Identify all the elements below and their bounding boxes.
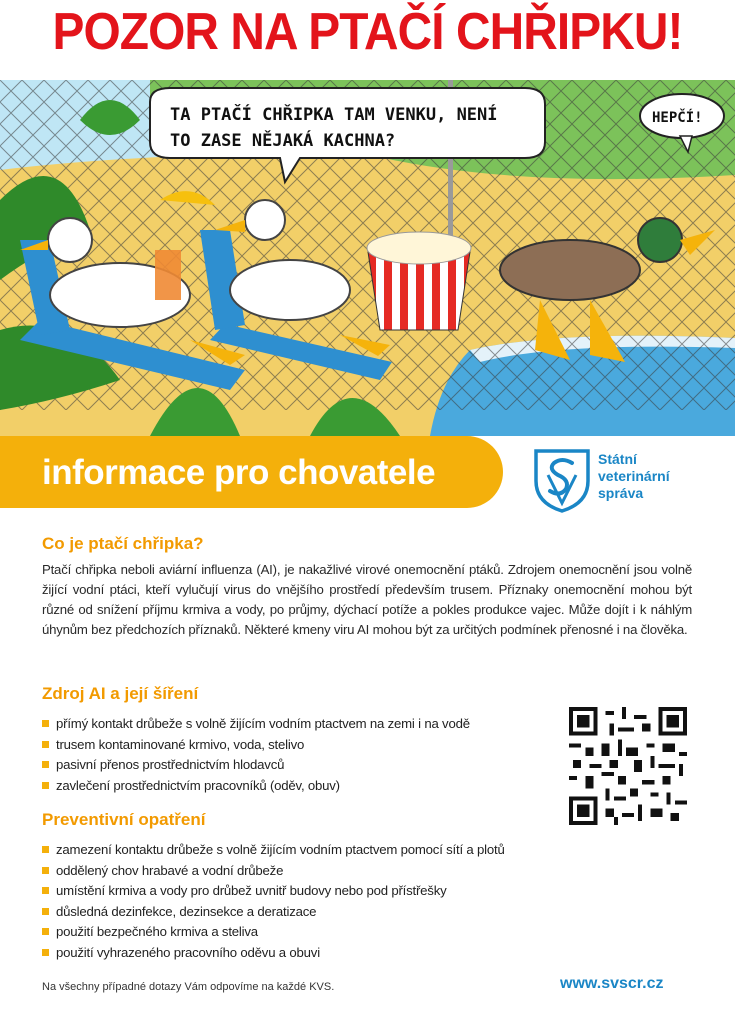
section-heading-prevention: Preventivní opatření: [42, 810, 206, 829]
list-item: přímý kontakt drůbeže s volně žijícím vodním ptactvem na zemi i na vodě: [42, 714, 470, 735]
list-item: důsledná dezinfekce, dezinsekce a deratizace: [42, 902, 505, 923]
list-item: pasivní přenos prostřednictvím hlodavců: [42, 755, 470, 776]
info-band-text: informace pro chovatele: [42, 453, 436, 492]
section-heading-what-is: Co je ptačí chřipka?: [42, 534, 204, 553]
list-item: oddělený chov hrabavé a vodní drůbeže: [42, 861, 505, 882]
speech-small: HEPČÍ!: [652, 110, 703, 126]
footer-note: Na všechny případné dotazy Vám odpovíme na každé KVS.: [42, 981, 335, 993]
page-title: POZOR NA PTAČÍ CHŘIPKU!: [52, 3, 683, 61]
list-item: umístění krmiva a vody pro drůbež uvnitř budovy nebo pod přístřešky: [42, 881, 505, 902]
list-item: trusem kontaminované krmivo, voda, stelivo: [42, 735, 470, 756]
speech-line-1: TA PTAČÍ CHŘIPKA TAM VENKU, NENÍ: [170, 105, 498, 125]
qr-code-icon[interactable]: [569, 707, 687, 825]
prevention-list: [42, 840, 505, 963]
list-item: zamezení kontaktu drůbeže s volně žijícím vodním ptactvem pomocí sítí a plotů: [42, 840, 505, 861]
list-item: použití vyhrazeného pracovního oděvu a obuvi: [42, 943, 505, 964]
source-list: [42, 714, 470, 796]
website-link[interactable]: www.svscr.cz: [560, 975, 664, 992]
svs-logo-icon: [532, 447, 592, 513]
section-heading-source: Zdroj AI a její šíření: [42, 684, 199, 703]
svs-logo-text: Státní veterinární správa: [598, 451, 670, 501]
speech-line-2: TO ZASE NĚJAKÁ KACHNA?: [170, 131, 396, 151]
cartoon-illustration: [0, 80, 735, 436]
list-item: zavlečení prostřednictvím pracovníků (oděv, obuv): [42, 776, 470, 797]
list-item: použití bezpečného krmiva a steliva: [42, 922, 505, 943]
section-text-what-is: Ptačí chřipka neboli aviární influenza (AI), je nakažlivé virové onemocnění ptáků. Zdrojem onemocnění jsou volně žijící vodní ptáci, kteří vylučují virus do vnějšího prostředí především trusem. Příznaky onemocnění mohou být různé od snížení příjmu krmiva a vody, po průjmy, dýchací potíže a pokles produkce vajec. Může dojít i k náhlým úhynům bez předchozích příznaků. Některé kmeny viru AI mohou být za určitých podmínek přenosné i na člověka.: [42, 562, 692, 637]
